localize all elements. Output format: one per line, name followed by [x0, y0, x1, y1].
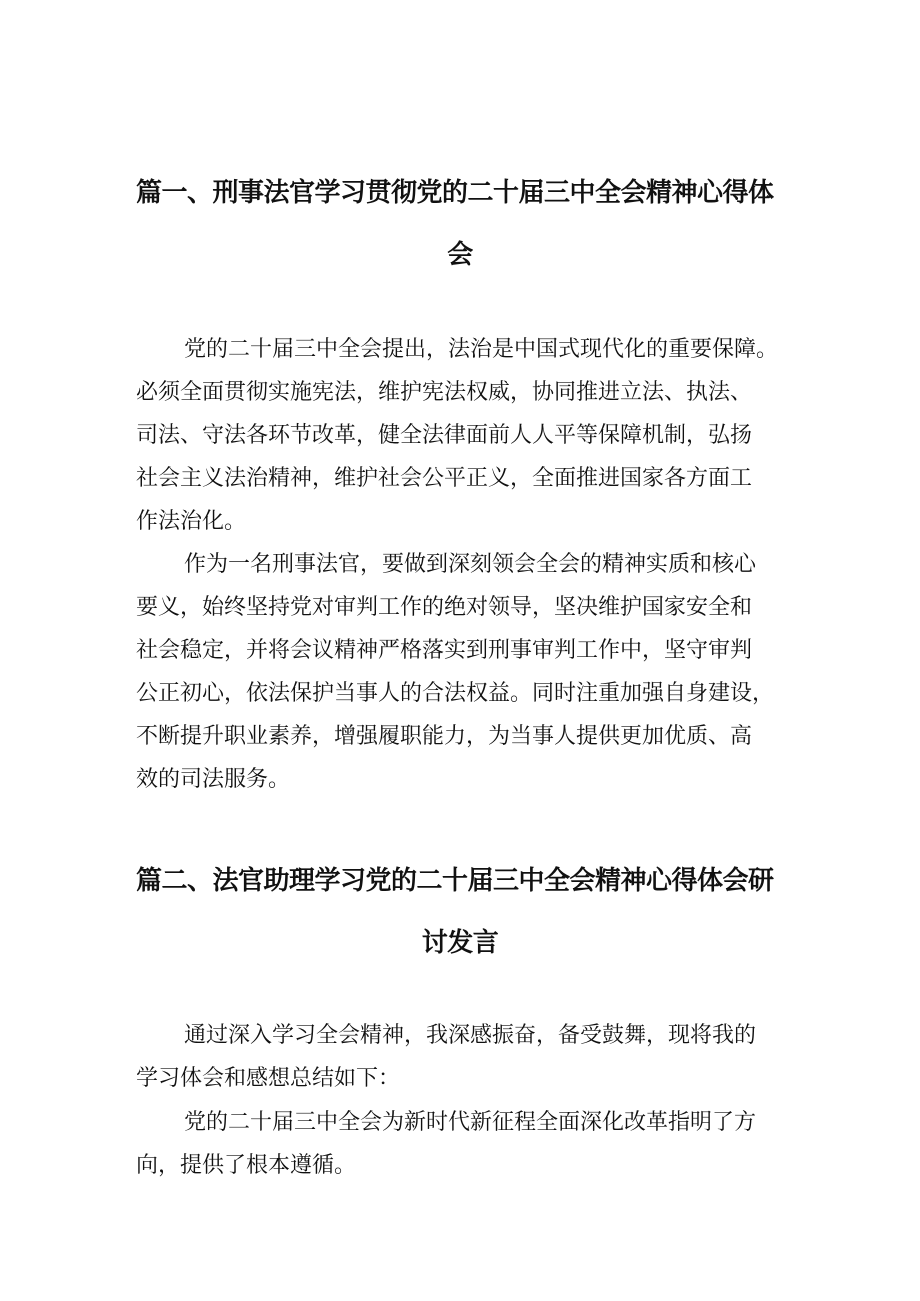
section2-p2-line: 向，提供了根本遵循。: [136, 1153, 357, 1178]
section2-p1-line: 学习体会和感想总结如下：: [136, 1066, 401, 1091]
section1-p2-line: 效的司法服务。: [136, 767, 291, 792]
section1-p2-line: 作为一名刑事法官，要做到深刻领会全会的精神实质和核心: [184, 552, 757, 577]
section1-title-line1: 篇一、刑事法官学习贯彻党的二十届三中全会精神心得体: [136, 178, 774, 208]
section2-p2-line: 党的二十届三中全会为新时代新征程全面深化改革指明了方: [184, 1110, 757, 1135]
section1-p2-line: 社会稳定，并将会议精神严格落实到刑事审判工作中，坚守审判: [136, 638, 753, 663]
section1-p2-line: 公正初心，依法保护当事人的合法权益。同时注重加强自身建设，: [136, 681, 775, 706]
section1-p1-line: 党的二十届三中全会提出，法治是中国式现代化的重要保障。: [184, 337, 779, 362]
section2-title-line1: 篇二、法官助理学习党的二十届三中全会精神心得体会研: [136, 866, 774, 896]
section2-title-line2: 讨发言: [421, 928, 499, 958]
section1-p1-line: 必须全面贯彻实施宪法，维护宪法权威，协同推进立法、执法、: [136, 380, 753, 405]
section1-p1-line: 作法治化。: [136, 509, 247, 534]
section2-p1-line: 通过深入学习全会精神，我深感振奋，备受鼓舞，现将我的: [184, 1023, 757, 1048]
section1-p2-line: 不断提升职业素养，增强履职能力，为当事人提供更加优质、高: [136, 724, 753, 749]
section1-title-line2: 会: [447, 240, 473, 270]
section1-p1-line: 社会主义法治精神，维护社会公平正义，全面推进国家各方面工: [136, 466, 753, 491]
section1-p1-line: 司法、守法各环节改革，健全法律面前人人平等保障机制，弘扬: [136, 423, 753, 448]
section1-p2-line: 要义，始终坚持党对审判工作的绝对领导，坚决维护国家安全和: [136, 595, 753, 620]
